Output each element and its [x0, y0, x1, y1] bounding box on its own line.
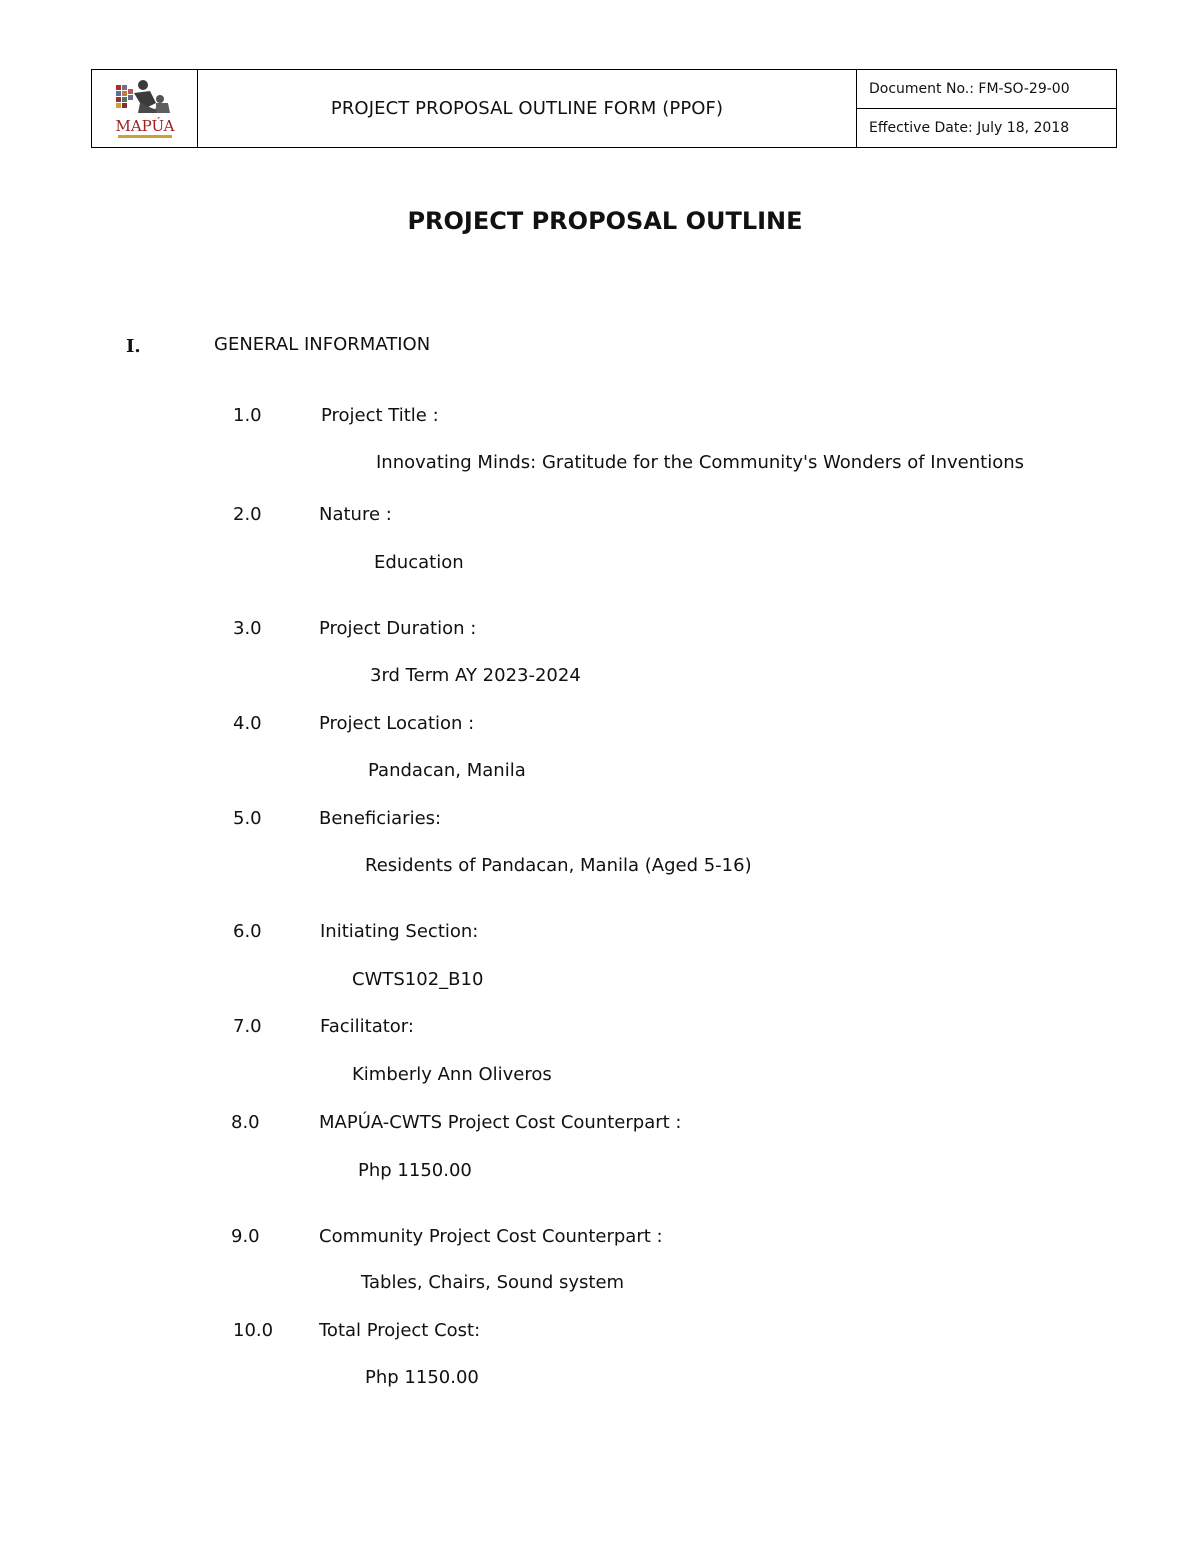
- item-2-number: 2.0: [233, 504, 262, 525]
- item-1-label: Project Title :: [321, 405, 439, 426]
- form-title: PROJECT PROPOSAL OUTLINE FORM (PPOF): [198, 70, 857, 147]
- item-1-value: Innovating Minds: Gratitude for the Community's Wonders of Inventions: [376, 452, 1024, 473]
- section-number: I.: [126, 336, 141, 357]
- item-9-label: Community Project Cost Counterpart :: [319, 1226, 663, 1247]
- logo-cell: [92, 70, 198, 147]
- item-5-label: Beneficiaries:: [319, 808, 442, 829]
- section-title: GENERAL INFORMATION: [214, 334, 431, 355]
- item-9-number: 9.0: [231, 1226, 260, 1247]
- page-title: PROJECT PROPOSAL OUTLINE: [407, 207, 803, 235]
- item-1-number: 1.0: [233, 405, 262, 426]
- item-2-value: Education: [374, 552, 464, 573]
- item-9-value: Tables, Chairs, Sound system: [361, 1272, 625, 1293]
- document-meta: [857, 70, 1116, 147]
- item-2-label: Nature :: [319, 504, 392, 525]
- item-4-value: Pandacan, Manila: [368, 760, 526, 781]
- university-logo: [110, 73, 180, 145]
- item-6-label: Initiating Section:: [320, 921, 479, 942]
- item-5-number: 5.0: [233, 808, 262, 829]
- item-7-value: Kimberly Ann Oliveros: [352, 1064, 552, 1085]
- item-3-label: Project Duration :: [319, 618, 477, 639]
- item-10-value: Php 1150.00: [365, 1367, 479, 1388]
- form-header: [91, 69, 1117, 148]
- item-8-number: 8.0: [231, 1112, 260, 1133]
- item-4-label: Project Location :: [319, 713, 475, 734]
- item-3-number: 3.0: [233, 618, 262, 639]
- logo-text: MAPÚA: [114, 116, 175, 135]
- item-6-value: CWTS102_B10: [352, 969, 484, 990]
- item-3-value: 3rd Term AY 2023-2024: [370, 665, 581, 686]
- item-7-number: 7.0: [233, 1016, 262, 1037]
- document-number: Document No.: FM-SO-29-00: [869, 81, 1070, 97]
- item-10-label: Total Project Cost:: [319, 1320, 481, 1341]
- item-8-value: Php 1150.00: [358, 1160, 472, 1181]
- item-7-label: Facilitator:: [320, 1016, 414, 1037]
- item-8-label: MAPÚA-CWTS Project Cost Counterpart :: [319, 1112, 682, 1133]
- effective-date: Effective Date: July 18, 2018: [857, 108, 1116, 147]
- item-5-value: Residents of Pandacan, Manila (Aged 5-16): [365, 855, 752, 876]
- item-10-number: 10.0: [233, 1320, 274, 1341]
- item-6-number: 6.0: [233, 921, 262, 942]
- item-4-number: 4.0: [233, 713, 262, 734]
